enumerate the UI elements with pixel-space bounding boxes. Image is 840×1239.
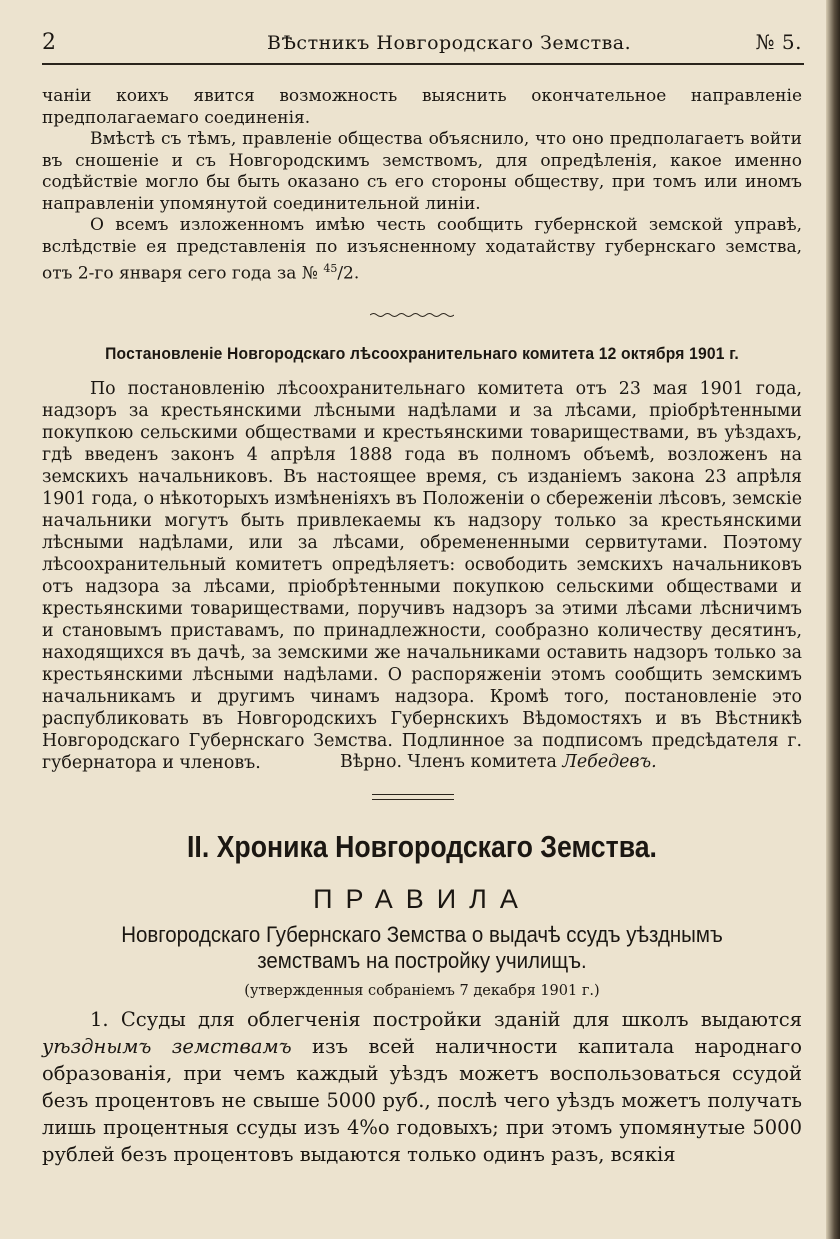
header-rule	[42, 63, 804, 65]
decree-text	[42, 378, 802, 774]
opening-paragraph-2: Вмѣстѣ съ тѣмъ, правленіе общества объяснило, что оно предполагаетъ войти въ сношеніе и съ Новгородскимъ земствомъ, для опредѣленія, какое именно содѣйствіе могло бы быть оказано съ его стороны обществу, при томъ или иномъ направленіи упомянутой соединительной линіи.	[42, 129, 802, 214]
opening-paragraph-3-main: О всемъ изложенномъ имѣю честь сообщить губернской земской управѣ, вслѣдствіе ея представленія по изъясненному ходатайству губернскаго земства, отъ 2-го января сего года за №	[42, 215, 802, 284]
running-header	[42, 30, 802, 60]
rule-item-1-paragraph	[42, 1006, 802, 1168]
approval-note: (утвержденныя собраніемъ 7 декабря 1901 г.)	[244, 983, 600, 999]
opening-paragraph-3	[42, 215, 802, 285]
issue-number: № 5.	[755, 30, 802, 54]
rule-item-1-emphasis: уѣзднымъ земствамъ	[42, 1035, 292, 1058]
rules-heading: ПРАВИЛА	[313, 884, 531, 914]
reference-denominator: /2.	[337, 263, 360, 284]
decree-paragraph: По постановленію лѣсоохранительнаго комитета отъ 23 мая 1901 года, надзоръ за крестьянскими лѣсными надѣлами и за лѣсами, пріобрѣтенными покупкою сельскими обществами и крестьянскими товариществами, въ уѣздахъ, гдѣ введенъ законъ 4 апрѣля 1888 года въ полномъ объемѣ, возложенъ на земскихъ начальниковъ. Въ настоящее время, съ изданіемъ закона 23 апрѣля 1901 года, о нѣкоторыхъ измѣненіяхъ въ Положеніи о сбереженіи лѣсовъ, земскіе начальники могутъ быть привлекаемы къ надзору только за крестьянскими лѣсными надѣлами, или за лѣсами, обремененными сервитутами. Поэтому лѣсоохранительный комитетъ опредѣляетъ: освободить земскихъ начальниковъ отъ надзора за лѣсами, пріобрѣтенными покупкою сельскими обществами и крестьянскими товариществами, поручивъ надзоръ за этими лѣсами лѣсничимъ и становымъ приставамъ, по принадлежности, сообразно количеству десятинъ, находящихся въ дачѣ, за земскими же начальниками оставить надзоръ только за крестьянскими лѣсными надѣлами. О распоряженіи этомъ сообщить земскимъ начальникамъ и другимъ чинамъ надзора. Кромѣ того, постановленіе это распубликовать въ Новгородскихъ Губернскихъ Вѣдомостяхъ и въ Вѣстникѣ Новгородскаго Губернскаго Земства. Подлинное за подписомъ предсѣдателя г. губернатора и членовъ.	[42, 379, 802, 773]
signature-line	[340, 752, 657, 772]
signature-name: Лебедевъ.	[562, 752, 657, 772]
wavy-separator	[370, 312, 454, 318]
reference-superscript: 45	[323, 262, 338, 275]
rule-item-1-rest: изъ всей наличности капитала народнаго образованія, при чемъ каждый уѣздъ можетъ воспользоваться ссудой безъ процентовъ не свыше 5000 руб., послѣ чего уѣздъ можетъ получать лишь процентныя ссуды изъ 4%о годовыхъ; при этомъ упомянутые 5000 рублей безъ процентовъ выдаются только одинъ разъ, всякія	[42, 1035, 802, 1166]
rules-subtitle: Новгородскаго Губернскаго Земства о выдачѣ ссудъ уѣзднымъ земствамъ на постройку училищъ.	[121, 922, 723, 973]
book-spine-shadow	[826, 0, 840, 1239]
double-rule-separator	[372, 794, 454, 800]
journal-title: ВѢстникъ Новгородскаго Земства.	[267, 32, 632, 54]
section-title: II. Хроника Новгородскаго Земства.	[187, 829, 657, 864]
rule-item-1-start: 1. Ссуды для облегченія постройки зданій для школъ выдаются	[90, 1008, 802, 1031]
opening-text	[42, 86, 802, 285]
rule-item-1	[42, 1006, 802, 1168]
signature-prefix: Вѣрно. Членъ комитета	[340, 752, 557, 772]
decree-title: Постановленіе Новгородскаго лѣсоохранительнаго комитета 12 октября 1901 г.	[105, 344, 739, 363]
page-number: 2	[42, 30, 57, 55]
opening-paragraph-1: чаніи коихъ явится возможность выяснить окончательное направленіе предполагаемаго соединенія.	[42, 86, 802, 128]
